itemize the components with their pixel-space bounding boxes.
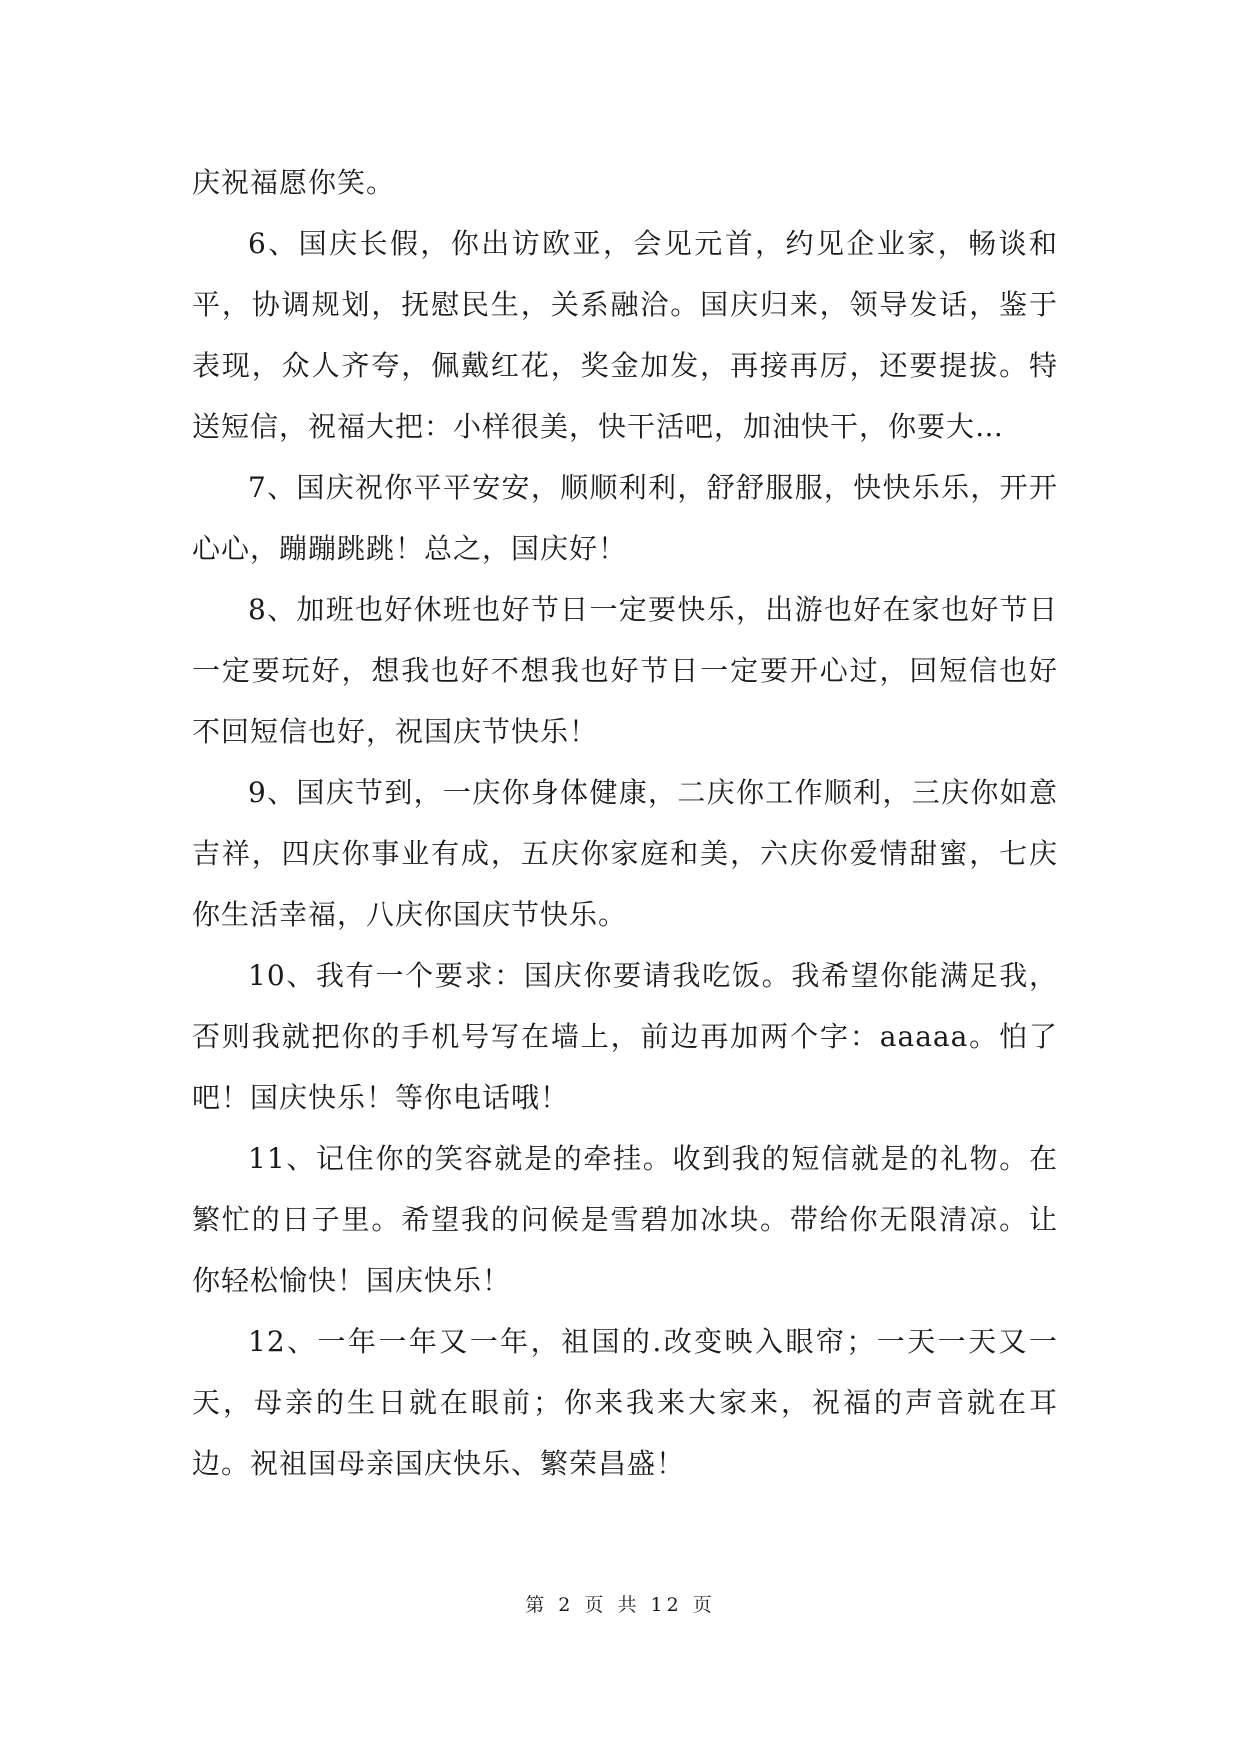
paragraph-item-11: 11、记住你的笑容就是的牵挂。收到我的短信就是的礼物。在繁忙的日子里。希望我的问候是雪碧加冰块。带给你无限清凉。让你轻松愉快！国庆快乐！ bbox=[192, 1142, 1058, 1297]
paragraph-item-8: 8、加班也好休班也好节日一定要快乐，出游也好在家也好节日一定要玩好，想我也好不想我也好节日一定要开心过，回短信也好不回短信也好，祝国庆节快乐！ bbox=[192, 593, 1058, 748]
page-number-footer: 第 2 页 共 12 页 bbox=[525, 1594, 716, 1616]
paragraph-continuation: 庆祝福愿你笑。 bbox=[192, 166, 396, 199]
paragraph-item-7: 7、国庆祝你平平安安，顺顺利利，舒舒服服，快快乐乐，开开心心，蹦蹦跳跳！总之，国庆好！ bbox=[192, 471, 1058, 565]
paragraph-item-12: 12、一年一年又一年，祖国的.改变映入眼帘；一天一天又一天，母亲的生日就在眼前；你来我来大家来，祝福的声音就在耳边。祝祖国母亲国庆快乐、繁荣昌盛！ bbox=[192, 1325, 1058, 1480]
paragraph-item-10: 10、我有一个要求：国庆你要请我吃饭。我希望你能满足我，否则我就把你的手机号写在墙上，前边再加两个字：aaaaa。怕了吧！国庆快乐！等你电话哦！ bbox=[192, 959, 1058, 1114]
paragraph-item-9: 9、国庆节到，一庆你身体健康，二庆你工作顺利，三庆你如意吉祥，四庆你事业有成，五庆你家庭和美，六庆你爱情甜蜜，七庆你生活幸福，八庆你国庆节快乐。 bbox=[192, 776, 1058, 931]
document-body bbox=[192, 152, 1058, 1494]
paragraph-item-6: 6、国庆长假，你出访欧亚，会见元首，约见企业家，畅谈和平，协调规划，抚慰民生，关系融洽。国庆归来，领导发话，鉴于表现，众人齐夸，佩戴红花，奖金加发，再接再厉，还要提拔。特送短信，祝福大把：小样很美，快干活吧，加油快干，你要大… bbox=[192, 227, 1058, 443]
